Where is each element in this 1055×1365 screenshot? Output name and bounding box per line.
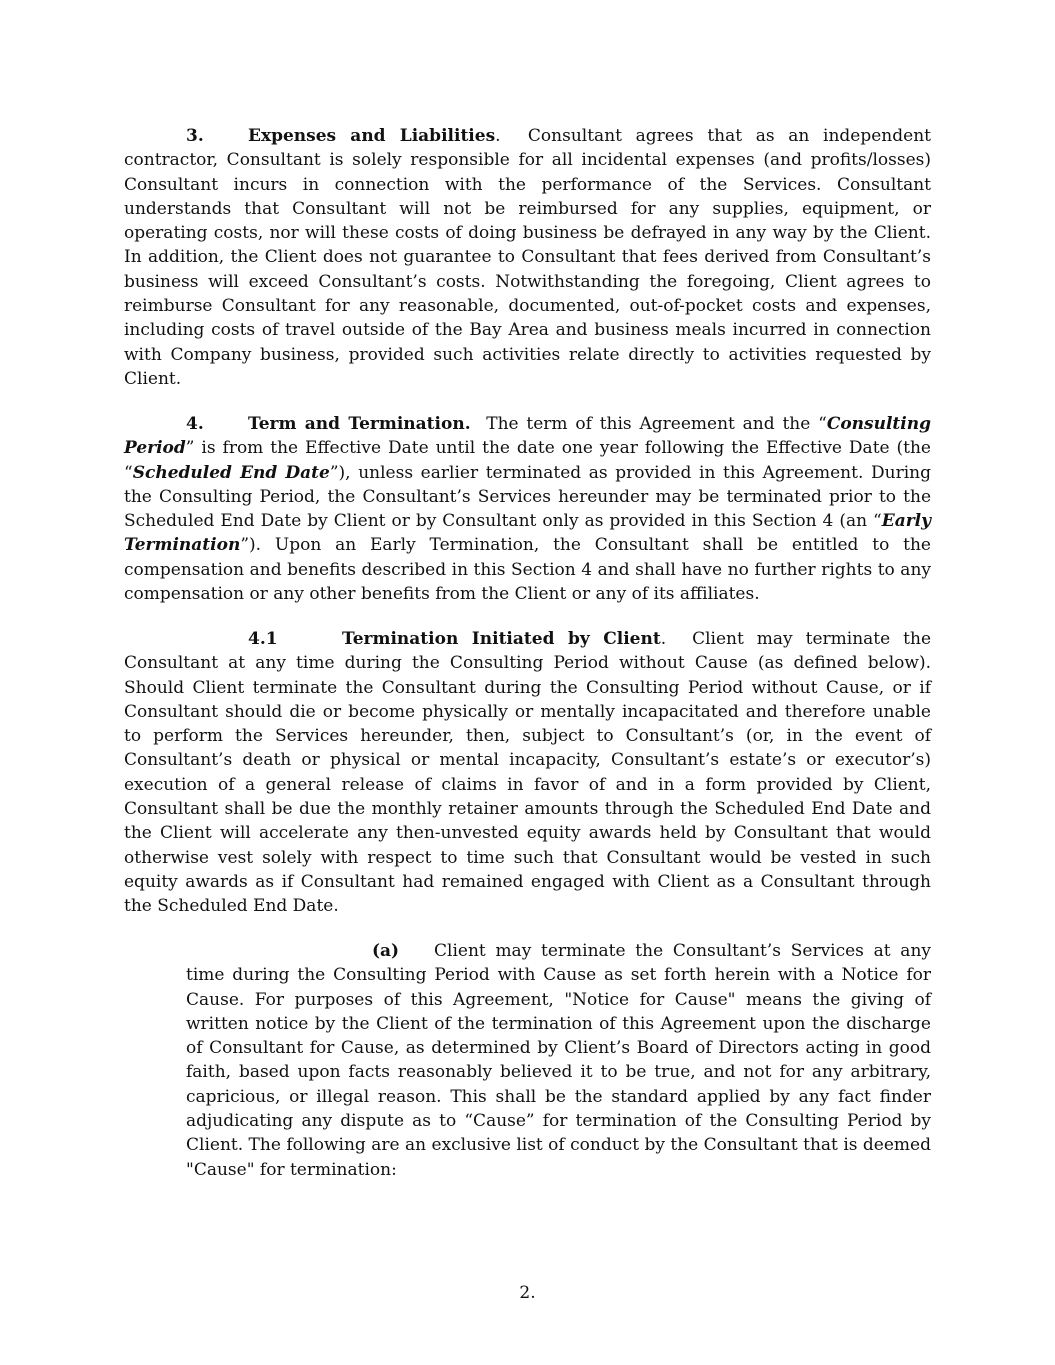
section-4-text-4: ”). Upon an Early Termination, the Consultant shall be entitled to the compensation and benefits described in this Section 4 and shall have no further rights to any compensation or any other benefits from the Client or any of its affiliates. xyxy=(124,535,931,605)
section-4-1-paragraph xyxy=(124,627,931,919)
section-4-1-body: Client may terminate the Consultant at any time during the Consulting Period without Cause (as defined below). Should Client terminate the Consultant during the Consulting Period without Cause, or if Consultant should die or become physically or mentally incapacitated and therefore unable to perform the Services hereunder, then, subject to Consultant’s (or, in the event of Consultant’s death or physical or mental incapacity, Consultant’s estate’s or executor’s) execution of a general release of claims in favor of and in a form provided by Client, Consultant shall be due the monthly retainer amounts through the Scheduled End Date and the Client will accelerate any then-unvested equity awards held by Consultant that would otherwise vest solely with respect to time such that Consultant would be vested in such equity awards as if Consultant had remained engaged with Client as a Consultant through the Scheduled End Date. xyxy=(124,629,932,917)
section-3-number: 3. xyxy=(186,126,204,146)
term-consulting-period: Consulting Period xyxy=(124,414,931,459)
section-4-1-heading-punct: . xyxy=(660,629,667,649)
section-4-1-number: 4.1 xyxy=(248,629,278,649)
section-4-text-2: ” is from the Effective Date until the date one year following the Effective Date (the “ xyxy=(124,438,931,483)
section-4-1-a-body: Client may terminate the Consultant’s Services at any time during the Consulting Period with Cause as set forth herein with a Notice for Cause. For purposes of this Agreement, "Notice for Cause" means the giving of written notice by the Client of the termination of this Agreement upon the discharge of Consultant for Cause, as determined by Client’s Board of Directors acting in good faith, based upon facts reasonably believed it to be true, and not for any arbitrary, capricious, or illegal reason. This shall be the standard applied by any fact finder adjudicating any dispute as to “Cause” for termination of the Consulting Period by Client. The following are an exclusive list of conduct by the Consultant that is deemed "Cause" for termination: xyxy=(186,941,931,1180)
section-3-body: Consultant agrees that as an independent contractor, Consultant is solely responsible for all incidental expenses (and profits/losses) Consultant incurs in connection with the performance of the Services. Consultant understands that Consultant will not be reimbursed for any supplies, equipment, or operating costs, nor will these costs of doing business be defrayed in any way by the Client. In addition, the Client does not guarantee to Consultant that fees derived from Consultant’s business will exceed Consultant’s costs. Notwithstanding the foregoing, Client agrees to reimburse Consultant for any reasonable, documented, out-of-pocket costs and expenses, including costs of travel outside of the Bay Area and business meals incurred in connection with Company business, provided such activities relate directly to activities requested by Client. xyxy=(124,126,931,389)
term-scheduled-end-date: Scheduled End Date xyxy=(132,462,330,483)
page-number: 2. xyxy=(519,1283,536,1303)
section-4-text-3: ”), unless earlier terminated as provided in this Agreement. During the Consulting Period, the Consultant’s Services hereunder may be terminated prior to the Scheduled End Date by Client or by Consultant only as provided in this Section 4 (an “ xyxy=(124,462,931,532)
term-early-termination: Early Termination xyxy=(124,511,931,556)
section-3-paragraph xyxy=(124,124,931,391)
section-3-heading-punct: . xyxy=(495,126,501,146)
section-4-paragraph xyxy=(124,412,931,606)
section-4-1-a-number: (a) xyxy=(372,941,400,961)
section-3-heading: Expenses and Liabilities xyxy=(248,126,496,146)
section-4-1-a-paragraph xyxy=(186,939,931,1182)
section-4-1-heading: Termination Initiated by Client xyxy=(342,629,661,649)
section-4-number: 4. xyxy=(186,414,204,434)
section-4-heading: Term and Termination. xyxy=(248,414,471,434)
section-4-text-1: The term of this Agreement and the “ xyxy=(486,414,827,434)
